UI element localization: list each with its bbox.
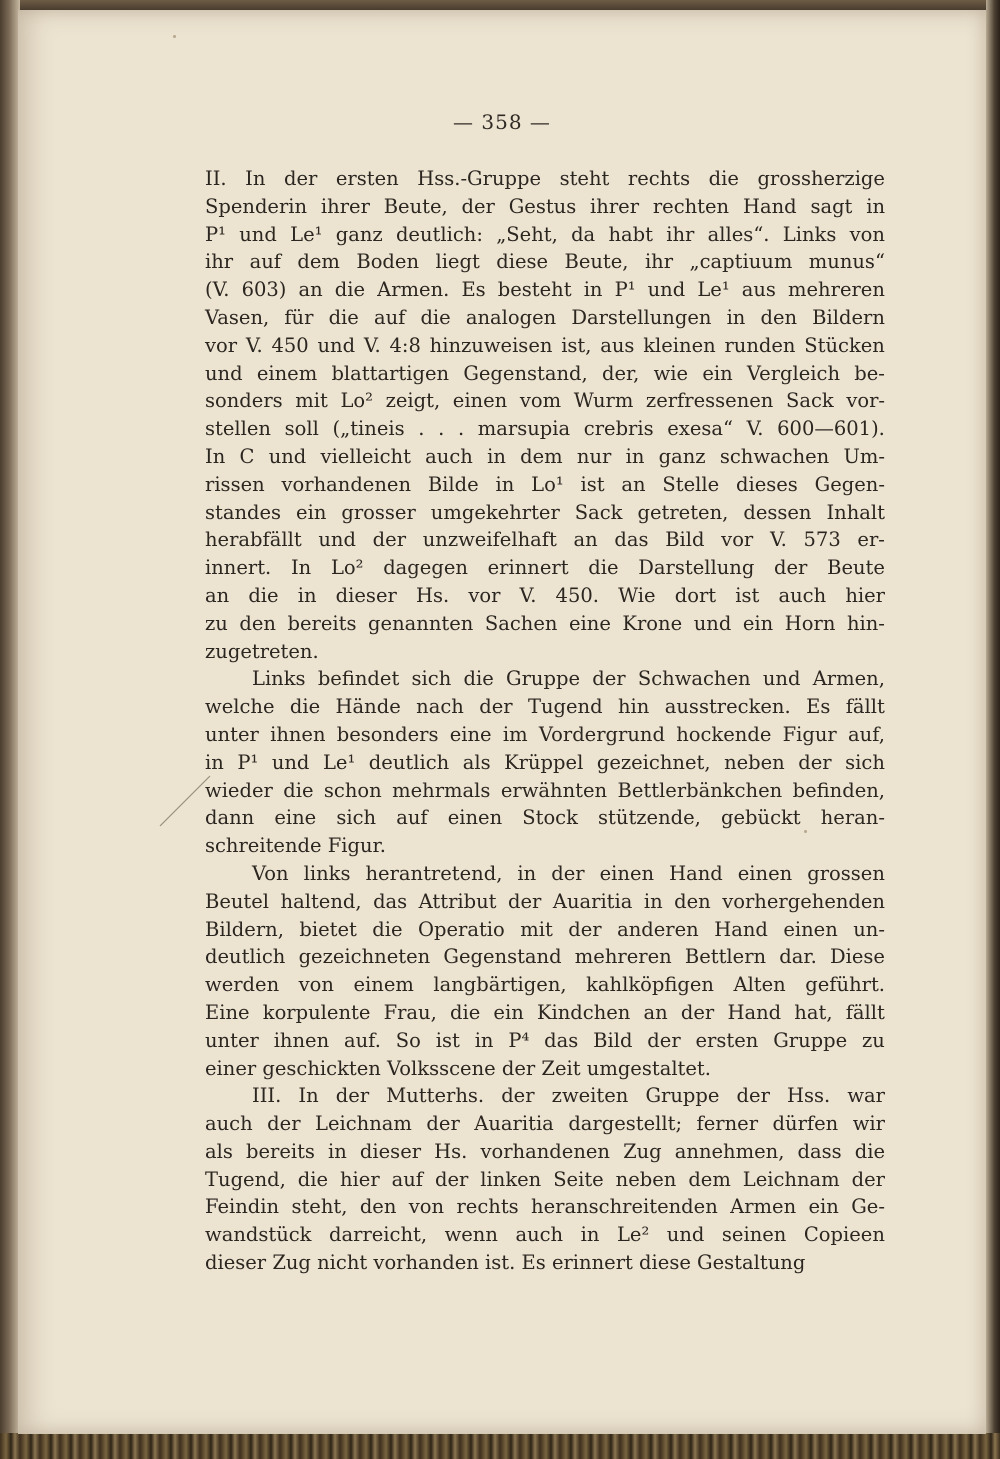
text-line: dieser Zug nicht vorhanden ist. Es erinnert diese Gestaltung [205,1251,806,1275]
book-right-edge [986,0,1000,1459]
text-line: Spenderin ihrer Beute, der Gestus ihrer rechten Hand sagt in [205,194,885,218]
text-line: als bereits in dieser Hs. vorhandenen Zug annehmen, dass die [205,1139,885,1163]
text-line: innert. In Lo² dagegen erinnert die Darstellung der Beute [205,556,885,580]
text-line: standes ein grosser umgekehrter Sack getreten, dessen Inhalt [205,500,885,524]
text-line: Bildern, bietet die Operatio mit der anderen Hand einen un- [205,917,885,941]
text-line: wandstück darreicht, wenn auch in Le² und seinen Copieen [205,1223,885,1247]
text-line: herabfällt und der unzweifelhaft an das Bild vor V. 573 er- [205,528,885,552]
text-line: unter ihnen besonders eine im Vordergrund hockende Figur auf, [205,722,885,746]
paragraph [205,665,885,860]
text-line: in P¹ und Le¹ deutlich als Krüppel gezeichnet, neben der sich [205,750,885,774]
text-line: In C und vielleicht auch in dem nur in ganz schwachen Um- [205,444,885,468]
body-text [205,165,885,1277]
text-line: ihr auf dem Boden liegt diese Beute, ihr „captiuum munus“ [205,250,885,274]
pencil-margin-mark [158,772,218,832]
text-line: II. In der ersten Hss.-Gruppe steht rechts die grossherzige [205,167,885,190]
paragraph [205,860,885,1082]
text-line: rissen vorhandenen Bilde in Lo¹ ist an Stelle dieses Gegen- [205,472,885,496]
text-line: an die in dieser Hs. vor V. 450. Wie dort ist auch hier [205,583,885,607]
text-line: auch der Leichnam der Auaritia dargestellt; ferner dürfen wir [205,1112,885,1136]
book-page [18,10,986,1434]
page-number: — 358 — [453,110,551,134]
text-line: dann eine sich auf einen Stock stützende, gebückt heran- [205,806,885,830]
text-line: Feindin steht, den von rechts heranschreitenden Armen ein Ge- [205,1195,885,1219]
paragraph [205,165,885,665]
text-line: Eine korpulente Frau, die ein Kindchen an der Hand hat, fällt [205,1000,885,1024]
paragraph [205,1082,885,1277]
text-line: welche die Hände nach der Tugend hin ausstrecken. Es fällt [205,695,885,719]
text-line: (V. 603) an die Armen. Es besteht in P¹ und Le¹ aus mehreren [205,278,885,302]
text-line: Tugend, die hier auf der linken Seite neben dem Leichnam der [205,1167,885,1191]
paper-speck [173,35,176,38]
text-line: stellen soll („tineis . . . marsupia crebris exesa“ V. 600—601). [205,417,885,441]
text-line: vor V. 450 und V. 4:8 hinzuweisen ist, aus kleinen runden Stücken [205,333,885,357]
text-line: Links befindet sich die Gruppe der Schwachen und Armen, [252,667,885,691]
text-line: einer geschickten Volksscene der Zeit umgestaltet. [205,1056,711,1080]
text-line: Von links herantretend, in der einen Hand einen grossen [252,861,885,885]
text-line: werden von einem langbärtigen, kahlköpfigen Alten geführt. [205,973,885,997]
text-line: deutlich gezeichneten Gegenstand mehreren Bettlern dar. Diese [205,945,885,969]
text-line: schreitende Figur. [205,834,386,858]
text-line: unter ihnen auf. So ist in P⁴ das Bild der ersten Gruppe zu [205,1028,885,1052]
text-line: Vasen, für die auf die analogen Darstellungen in den Bildern [205,305,885,329]
book-spine-edge [0,0,20,1459]
book-cover-edge [0,1433,1000,1459]
text-line: zu den bereits genannten Sachen eine Krone und ein Horn hin- [205,611,885,635]
text-line: wieder die schon mehrmals erwähnten Bettlerbänkchen befinden, [205,778,885,802]
text-line: und einem blattartigen Gegenstand, der, wie ein Vergleich be- [205,361,885,385]
text-line: P¹ und Le¹ ganz deutlich: „Seht, da habt ihr alles“. Links von [205,222,885,246]
text-line: sonders mit Lo² zeigt, einen vom Wurm zerfressenen Sack vor- [205,389,885,413]
text-line: Beutel haltend, das Attribut der Auaritia in den vorhergehenden [205,889,885,913]
text-line: III. In der Mutterhs. der zweiten Gruppe der Hss. war [252,1084,885,1108]
text-line: zugetreten. [205,639,319,663]
